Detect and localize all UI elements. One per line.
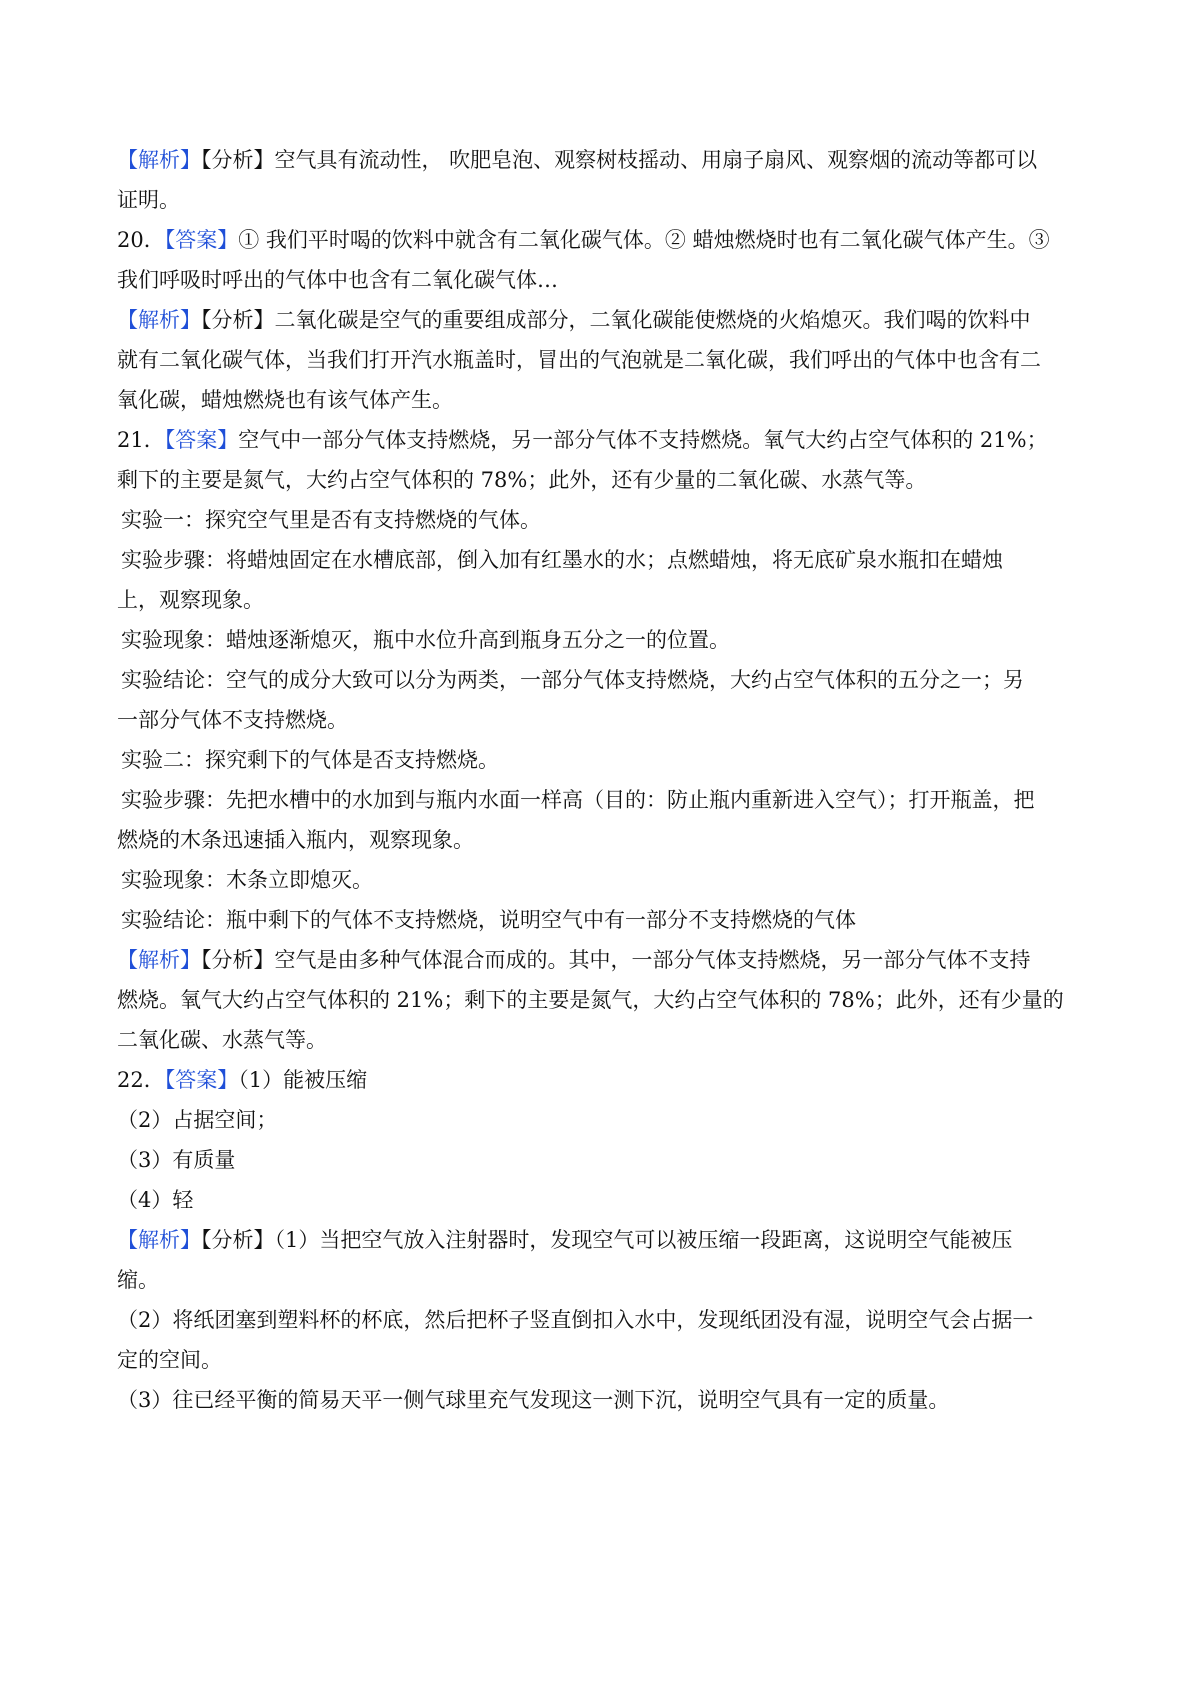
q22-analysis-line: 缩。 bbox=[117, 1268, 159, 1292]
q19-analysis-line: 证明。 bbox=[117, 188, 180, 212]
q22-answer-line: （3）有质量 bbox=[117, 1148, 236, 1172]
answer-tag: 【答案】 bbox=[164, 428, 239, 452]
experiment-1-steps: 上，观察现象。 bbox=[117, 588, 264, 612]
q20-analysis-line bbox=[117, 300, 1087, 340]
q20-answer-line bbox=[117, 220, 1087, 260]
q21-answer-line: 剩下的主要是氮气，大约占空气体积的 78%；此外，还有少量的二氧化碳、水蒸气等。 bbox=[117, 468, 927, 492]
q22-answer-line: （2）占据空间； bbox=[117, 1108, 278, 1132]
q19-analysis-text: 【分析】空气具有流动性， 吹肥皂泡、观察树枝摇动、用扇子扇风、观察烟的流动等都可以 bbox=[201, 148, 1038, 172]
experiment-2-steps: 燃烧的木条迅速插入瓶内，观察现象。 bbox=[117, 828, 474, 852]
q20-answer-line: 我们呼吸时呼出的气体中也含有二氧化碳气体… bbox=[117, 268, 558, 292]
answer-tag: 【答案】 bbox=[164, 1068, 239, 1092]
q22-answer-line: （4）轻 bbox=[117, 1188, 194, 1212]
experiment-1-title: 实验一：探究空气里是否有支持燃烧的气体。 bbox=[121, 508, 541, 532]
q21-answer-text: 空气中一部分气体支持燃烧，另一部分气体不支持燃烧。氧气大约占空气体积的 21%； bbox=[238, 428, 1048, 452]
q20-analysis-line: 就有二氧化碳气体，当我们打开汽水瓶盖时，冒出的气泡就是二氧化碳，我们呼出的气体中也含有二 bbox=[117, 348, 1041, 372]
q19-analysis-line bbox=[117, 140, 1087, 180]
q21-analysis-text: 【分析】空气是由多种气体混合而成的。其中，一部分气体支持燃烧，另一部分气体不支持 bbox=[201, 948, 1031, 972]
answer-content bbox=[117, 140, 1087, 1420]
q22-analysis-text: 【分析】（1）当把空气放入注射器时，发现空气可以被压缩一段距离，这说明空气能被压 bbox=[201, 1228, 1013, 1252]
q20-number: 20． bbox=[117, 228, 165, 252]
q22-analysis-line: （3）往已经平衡的简易天平一侧气球里充气发现这一测下沉，说明空气具有一定的质量。 bbox=[117, 1388, 950, 1412]
answer-tag: 【答案】 bbox=[164, 228, 239, 252]
experiment-1-conclusion: 一部分气体不支持燃烧。 bbox=[117, 708, 348, 732]
analysis-tag: 【解析】 bbox=[117, 1228, 201, 1252]
analysis-tag: 【解析】 bbox=[117, 948, 201, 972]
experiment-1-conclusion: 实验结论：空气的成分大致可以分为两类，一部分气体支持燃烧，大约占空气体积的五分之一；另 bbox=[121, 668, 1024, 692]
experiment-1-phenomenon: 实验现象：蜡烛逐渐熄灭，瓶中水位升高到瓶身五分之一的位置。 bbox=[121, 628, 730, 652]
q20-analysis-line: 氧化碳，蜡烛燃烧也有该气体产生。 bbox=[117, 388, 453, 412]
experiment-2-title: 实验二：探究剩下的气体是否支持燃烧。 bbox=[121, 748, 499, 772]
q21-answer-line bbox=[117, 420, 1087, 460]
experiment-2-steps: 实验步骤：先把水槽中的水加到与瓶内水面一样高（目的：防止瓶内重新进入空气）；打开瓶盖，把 bbox=[121, 788, 1035, 812]
q21-number: 21． bbox=[117, 428, 165, 452]
q21-analysis-line: 二氧化碳、水蒸气等。 bbox=[117, 1028, 327, 1052]
analysis-tag: 【解析】 bbox=[117, 308, 201, 332]
q21-analysis-line bbox=[117, 940, 1087, 980]
q20-analysis-text: 【分析】二氧化碳是空气的重要组成部分，二氧化碳能使燃烧的火焰熄灭。我们喝的饮料中 bbox=[201, 308, 1031, 332]
q22-analysis-line: 定的空间。 bbox=[117, 1348, 222, 1372]
q21-analysis-line: 燃烧。氧气大约占空气体积的 21%；剩下的主要是氮气，大约占空气体积的 78%；此外，还有少量的 bbox=[117, 988, 1064, 1012]
analysis-tag: 【解析】 bbox=[117, 148, 201, 172]
q22-number: 22． bbox=[117, 1068, 165, 1092]
experiment-2-phenomenon: 实验现象：木条立即熄灭。 bbox=[121, 868, 373, 892]
experiment-2-conclusion: 实验结论：瓶中剩下的气体不支持燃烧，说明空气中有一部分不支持燃烧的气体 bbox=[121, 908, 856, 932]
q22-answer-text: （1）能被压缩 bbox=[238, 1068, 368, 1092]
q22-analysis-line bbox=[117, 1220, 1087, 1260]
experiment-1-steps: 实验步骤：将蜡烛固定在水槽底部，倒入加有红墨水的水；点燃蜡烛，将无底矿泉水瓶扣在蜡烛 bbox=[121, 548, 1003, 572]
q22-analysis-line: （2）将纸团塞到塑料杯的杯底，然后把杯子竖直倒扣入水中，发现纸团没有湿，说明空气会占据一 bbox=[117, 1308, 1034, 1332]
q22-answer-line bbox=[117, 1060, 1087, 1100]
q20-answer-text: ① 我们平时喝的饮料中就含有二氧化碳气体。② 蜡烛燃烧时也有二氧化碳气体产生。③ bbox=[238, 228, 1050, 252]
